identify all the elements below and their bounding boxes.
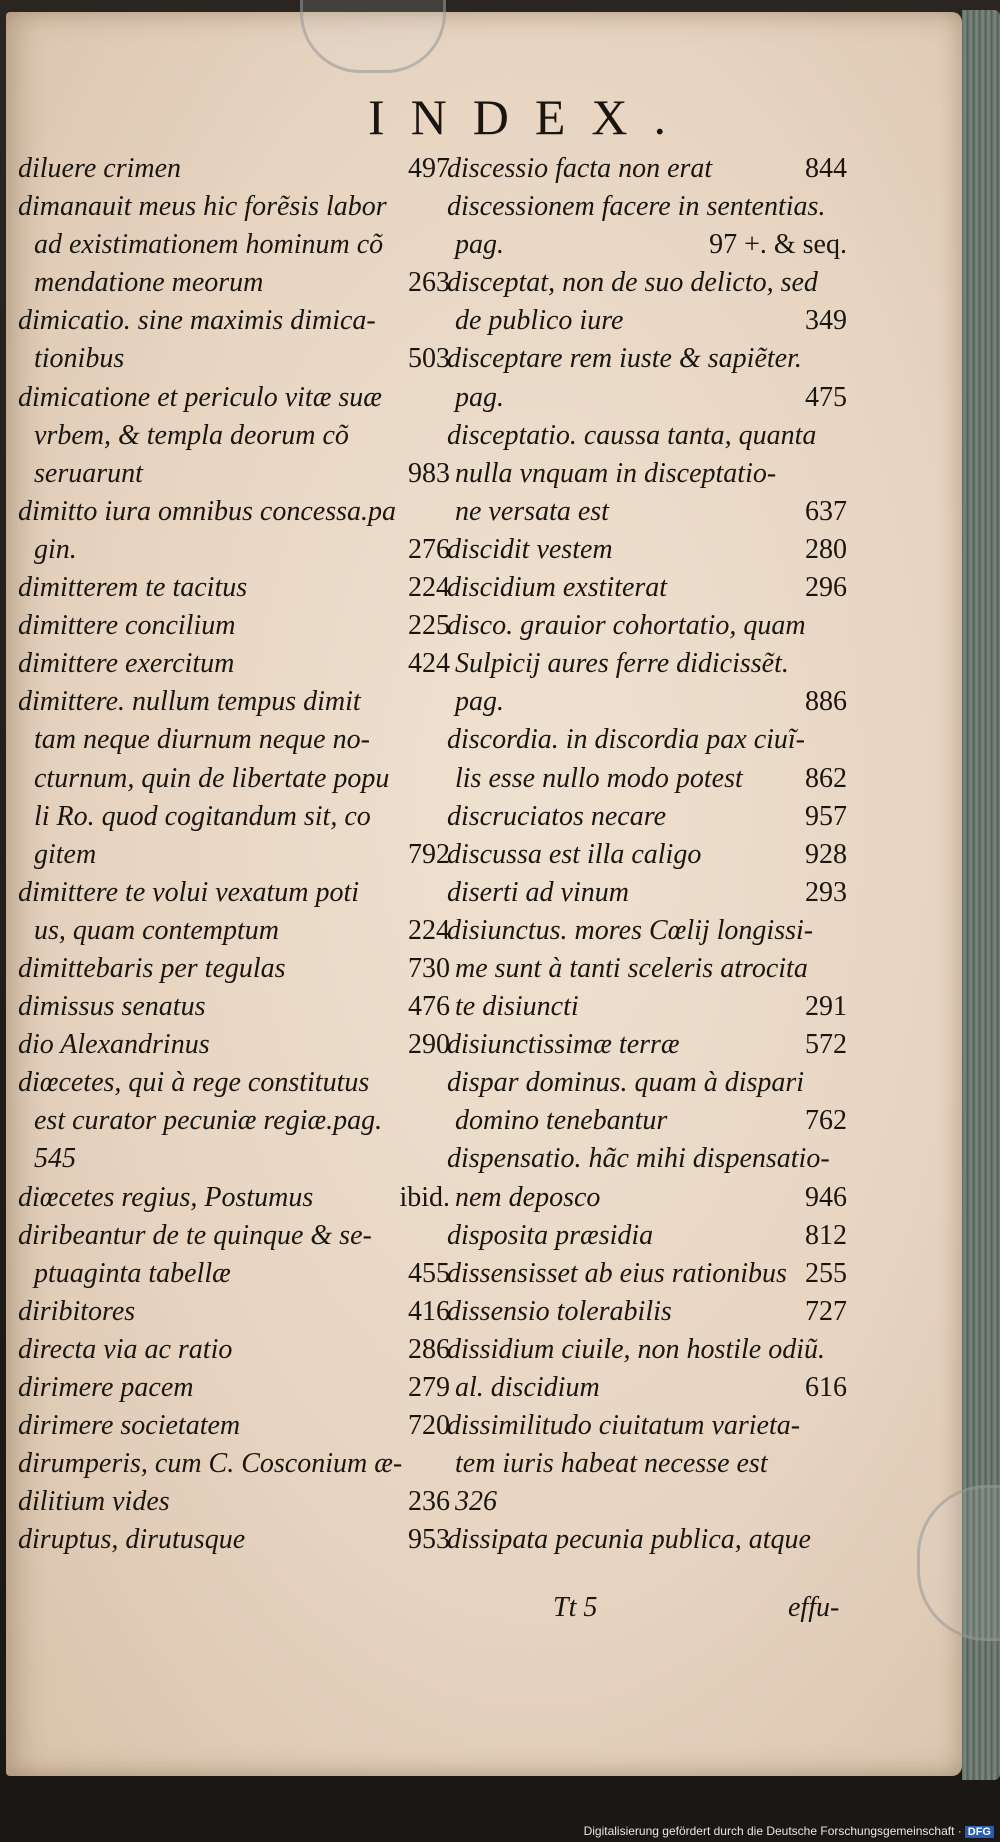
index-entry bbox=[18, 1217, 450, 1255]
entry-text: vrbem, & templa deorum cõ bbox=[34, 419, 349, 451]
entry-text: dissensisset ab eius rationibus bbox=[447, 1257, 787, 1289]
entry-page-number: 730 bbox=[408, 952, 450, 984]
index-entry bbox=[447, 1064, 847, 1102]
index-entry bbox=[18, 607, 450, 645]
index-entry bbox=[447, 188, 847, 226]
index-entry bbox=[18, 493, 450, 531]
entry-text: dissidium ciuile, non hostile odiũ. bbox=[447, 1333, 825, 1365]
entry-page-number: 720 bbox=[408, 1410, 450, 1442]
entry-text: mendatione meorum bbox=[34, 267, 264, 299]
entry-text: nulla vnquam in disceptatio- bbox=[455, 457, 777, 489]
index-entry bbox=[447, 912, 847, 950]
index-entry bbox=[447, 340, 847, 378]
index-entry bbox=[18, 569, 450, 607]
entry-text: domino tenebantur bbox=[455, 1105, 668, 1137]
page-footer bbox=[0, 1592, 1000, 1632]
entry-text: dimittere concilium bbox=[18, 610, 236, 642]
index-entry bbox=[447, 683, 847, 721]
index-entry bbox=[447, 1445, 847, 1483]
entry-page-number: 946 bbox=[805, 1181, 847, 1213]
index-entry bbox=[18, 950, 450, 988]
entry-page-number: 886 bbox=[805, 686, 847, 718]
index-entry bbox=[18, 1026, 450, 1064]
entry-text: discruciatos necare bbox=[447, 800, 667, 832]
entry-text: diœcetes regius, Postumus bbox=[18, 1181, 314, 1213]
index-entry bbox=[447, 531, 847, 569]
entry-text: diserti ad vinum bbox=[447, 876, 629, 908]
index-entry bbox=[18, 1140, 450, 1178]
entry-text: diœcetes, qui à rege constitutus bbox=[18, 1067, 370, 1099]
index-entry bbox=[18, 340, 450, 378]
index-entry bbox=[447, 417, 847, 455]
index-entry bbox=[447, 798, 847, 836]
entry-text: dimitterem te tacitus bbox=[18, 572, 248, 604]
entry-page-number: 424 bbox=[408, 648, 450, 680]
entry-page-number: 255 bbox=[805, 1257, 847, 1289]
entry-text: al. discidium bbox=[455, 1372, 600, 1403]
entry-page-number: 928 bbox=[805, 838, 847, 870]
entry-page-number: 792 bbox=[408, 838, 450, 870]
index-entry bbox=[18, 1369, 450, 1407]
index-entry bbox=[447, 150, 847, 188]
entry-text: 545 bbox=[34, 1143, 76, 1175]
entry-page-number: ibid. bbox=[399, 1181, 450, 1213]
index-entry bbox=[18, 1179, 450, 1217]
index-entry bbox=[447, 1217, 847, 1255]
entry-page-number: 762 bbox=[805, 1105, 847, 1137]
entry-page-number: 812 bbox=[805, 1219, 847, 1251]
entry-text: gin. bbox=[34, 533, 77, 565]
index-entry bbox=[18, 1064, 450, 1102]
index-entry bbox=[18, 1521, 450, 1559]
entry-text: dimittere exercitum bbox=[18, 648, 235, 680]
index-entry bbox=[447, 569, 847, 607]
index-entry bbox=[447, 760, 847, 798]
entry-page-number: 286 bbox=[408, 1333, 450, 1365]
entry-text: disceptare rem iuste & sapiẽter. bbox=[447, 343, 802, 375]
entry-text: dimitto iura omnibus concessa.pa bbox=[18, 495, 396, 527]
index-entry bbox=[447, 1026, 847, 1064]
index-entry bbox=[18, 1293, 450, 1331]
index-entry bbox=[18, 798, 450, 836]
index-entry bbox=[18, 683, 450, 721]
index-entry bbox=[447, 1293, 847, 1331]
entry-page-number: 224 bbox=[408, 914, 450, 946]
entry-page-number: 276 bbox=[408, 533, 450, 565]
entry-text: disco. grauior cohortatio, quam bbox=[447, 610, 806, 642]
entry-text: diribeantur de te quinque & se- bbox=[18, 1219, 372, 1251]
index-entry bbox=[447, 1102, 847, 1140]
index-entry bbox=[18, 226, 450, 264]
entry-text: dissimilitudo ciuitatum varieta- bbox=[447, 1410, 801, 1442]
entry-page-number: 97 +. & seq. bbox=[709, 229, 847, 261]
page-title: INDEX. bbox=[367, 89, 693, 145]
entry-page-number: 280 bbox=[805, 533, 847, 565]
entry-text: nem deposco bbox=[455, 1181, 601, 1213]
entry-page-number: 572 bbox=[805, 1029, 847, 1061]
entry-text: dirimere societatem bbox=[18, 1410, 241, 1442]
index-entry bbox=[447, 1140, 847, 1178]
entry-text: discessionem facere in sententias. bbox=[447, 191, 826, 223]
entry-text: diribitores bbox=[18, 1295, 136, 1327]
index-entry bbox=[447, 226, 847, 264]
entry-text: disiunctus. mores Cœlij longissi- bbox=[447, 914, 814, 946]
index-entry bbox=[18, 1102, 450, 1140]
entry-text: dimissus senatus bbox=[18, 991, 206, 1023]
digitization-credit bbox=[584, 1824, 994, 1838]
index-entry bbox=[447, 455, 847, 493]
entry-text: ne versata est bbox=[455, 495, 609, 527]
entry-text: tam neque diurnum neque no- bbox=[34, 724, 370, 756]
entry-page-number: 953 bbox=[408, 1524, 450, 1556]
entry-page-number: 503 bbox=[408, 343, 450, 375]
entry-text: dimicatio. sine maximis dimica- bbox=[18, 305, 376, 337]
entry-text: dimanauit meus hic forẽsis labor bbox=[18, 191, 387, 223]
entry-text: us, quam contemptum bbox=[34, 914, 279, 946]
entry-page-number: 616 bbox=[805, 1372, 847, 1403]
index-entry bbox=[18, 1255, 450, 1293]
entry-page-number: 844 bbox=[805, 153, 847, 184]
index-entry bbox=[447, 1255, 847, 1293]
index-entry bbox=[447, 874, 847, 912]
index-entry bbox=[447, 1331, 847, 1369]
entry-text: dispar dominus. quam à dispari bbox=[447, 1067, 805, 1099]
entry-text: tionibus bbox=[34, 343, 125, 375]
entry-page-number: 455 bbox=[408, 1257, 450, 1289]
entry-text: li Ro. quod cogitandum sit, co bbox=[34, 800, 371, 832]
index-entry bbox=[447, 950, 847, 988]
entry-page-number: 225 bbox=[408, 610, 450, 642]
entry-page-number: 290 bbox=[408, 1029, 450, 1061]
entry-text: disceptat, non de suo delicto, sed bbox=[447, 267, 818, 299]
entry-page-number: 637 bbox=[805, 495, 847, 527]
entry-page-number: 862 bbox=[805, 762, 847, 794]
entry-text: seruarunt bbox=[34, 457, 143, 489]
index-entry bbox=[18, 760, 450, 798]
entry-text: gitem bbox=[34, 838, 97, 870]
entry-text: directa via ac ratio bbox=[18, 1333, 233, 1365]
entry-text: dirimere pacem bbox=[18, 1372, 194, 1403]
entry-page-number: 497 bbox=[408, 153, 450, 184]
index-entry bbox=[447, 264, 847, 302]
entry-text: tem iuris habeat necesse est bbox=[455, 1448, 768, 1480]
index-entry bbox=[18, 645, 450, 683]
entry-text: dissensio tolerabilis bbox=[447, 1295, 672, 1327]
entry-text: discessio facta non erat bbox=[447, 153, 713, 184]
entry-text: dissipata pecunia publica, atque bbox=[447, 1524, 811, 1556]
entry-text: lis esse nullo modo potest bbox=[455, 762, 743, 794]
index-entry bbox=[447, 1521, 847, 1559]
index-entry bbox=[447, 988, 847, 1026]
entry-text: dirumperis, cum C. Cosconium æ- bbox=[18, 1448, 403, 1480]
entry-page-number: 727 bbox=[805, 1295, 847, 1327]
entry-page-number: 263 bbox=[408, 267, 450, 299]
entry-page-number: 279 bbox=[408, 1372, 450, 1403]
entry-text: me sunt à tanti sceleris atrocita bbox=[455, 952, 808, 984]
entry-page-number: 475 bbox=[805, 381, 847, 413]
index-entry bbox=[18, 150, 450, 188]
index-entry bbox=[447, 1407, 847, 1445]
entry-text: dimittebaris per tegulas bbox=[18, 952, 286, 984]
entry-text: dimittere. nullum tempus dimit bbox=[18, 686, 361, 718]
entry-page-number: 957 bbox=[805, 800, 847, 832]
entry-text: diruptus, dirutusque bbox=[18, 1524, 246, 1556]
index-entry bbox=[447, 493, 847, 531]
entry-text: 326 bbox=[455, 1486, 497, 1518]
index-entry bbox=[18, 379, 450, 417]
entry-text: disceptatio. caussa tanta, quanta bbox=[447, 419, 817, 451]
index-entry bbox=[447, 379, 847, 417]
entry-text: ptuaginta tabellæ bbox=[34, 1257, 231, 1289]
entry-text: cturnum, quin de libertate popu bbox=[34, 762, 390, 794]
index-entry bbox=[18, 836, 450, 874]
entry-text: pag. bbox=[455, 686, 504, 718]
index-entry bbox=[18, 531, 450, 569]
index-entry bbox=[18, 1445, 450, 1483]
entry-text: dispensatio. hãc mihi dispensatio- bbox=[447, 1143, 830, 1175]
entry-text: pag. bbox=[455, 229, 504, 261]
index-entry bbox=[18, 721, 450, 759]
entry-page-number: 236 bbox=[408, 1486, 450, 1518]
catchword: effu- bbox=[788, 1592, 840, 1623]
entry-text: diluere crimen bbox=[18, 153, 182, 184]
entry-text: dimicatione et periculo vitæ suæ bbox=[18, 381, 382, 413]
index-entry bbox=[447, 1483, 847, 1521]
entry-page-number: 416 bbox=[408, 1295, 450, 1327]
entry-text: te disiuncti bbox=[455, 991, 579, 1023]
index-entry bbox=[18, 874, 450, 912]
index-column-left bbox=[18, 150, 450, 1559]
index-entry bbox=[18, 302, 450, 340]
index-entry bbox=[18, 188, 450, 226]
entry-text: dilitium vides bbox=[18, 1486, 170, 1518]
index-entry bbox=[447, 1369, 847, 1407]
entry-page-number: 983 bbox=[408, 457, 450, 489]
entry-text: discidit vestem bbox=[447, 533, 613, 565]
entry-page-number: 349 bbox=[805, 305, 847, 337]
entry-page-number: 293 bbox=[805, 876, 847, 908]
index-entry bbox=[18, 988, 450, 1026]
entry-text: Sulpicij aures ferre didicissẽt. bbox=[455, 648, 789, 680]
entry-page-number: 291 bbox=[805, 991, 847, 1023]
index-entry bbox=[447, 721, 847, 759]
index-column-right bbox=[447, 150, 847, 1559]
index-entry bbox=[18, 1331, 450, 1369]
index-entry bbox=[447, 836, 847, 874]
index-entry bbox=[18, 264, 450, 302]
entry-text: est curator pecuniæ regiæ.pag. bbox=[34, 1105, 383, 1137]
entry-text: pag. bbox=[455, 381, 504, 413]
entry-page-number: 224 bbox=[408, 572, 450, 604]
index-entry bbox=[18, 455, 450, 493]
index-entry bbox=[18, 1407, 450, 1445]
entry-text: dimittere te volui vexatum poti bbox=[18, 876, 360, 908]
index-entry bbox=[447, 1179, 847, 1217]
index-entry bbox=[18, 1483, 450, 1521]
index-entry bbox=[447, 607, 847, 645]
entry-text: de publico iure bbox=[455, 305, 624, 337]
entry-text: disiunctissimæ terræ bbox=[447, 1029, 680, 1061]
index-entry bbox=[447, 645, 847, 683]
credit-text: Digitalisierung gefördert durch die Deutsche Forschungsgemeinschaft · bbox=[583, 1824, 962, 1838]
entry-text: disposita præsidia bbox=[447, 1219, 654, 1251]
entry-text: discordia. in discordia pax ciuĩ- bbox=[447, 724, 805, 756]
entry-text: dio Alexandrinus bbox=[18, 1029, 210, 1061]
signature-mark: Tt 5 bbox=[553, 1592, 598, 1623]
index-entry bbox=[447, 302, 847, 340]
entry-page-number: 476 bbox=[408, 991, 450, 1023]
entry-text: discussa est illa caligo bbox=[447, 838, 702, 870]
entry-page-number: 296 bbox=[805, 572, 847, 604]
dfg-logo: DFG bbox=[965, 1826, 994, 1838]
index-entry bbox=[18, 417, 450, 455]
index-entry bbox=[18, 912, 450, 950]
entry-text: discidium exstiterat bbox=[447, 572, 668, 604]
entry-text: ad existimationem hominum cõ bbox=[34, 229, 384, 261]
